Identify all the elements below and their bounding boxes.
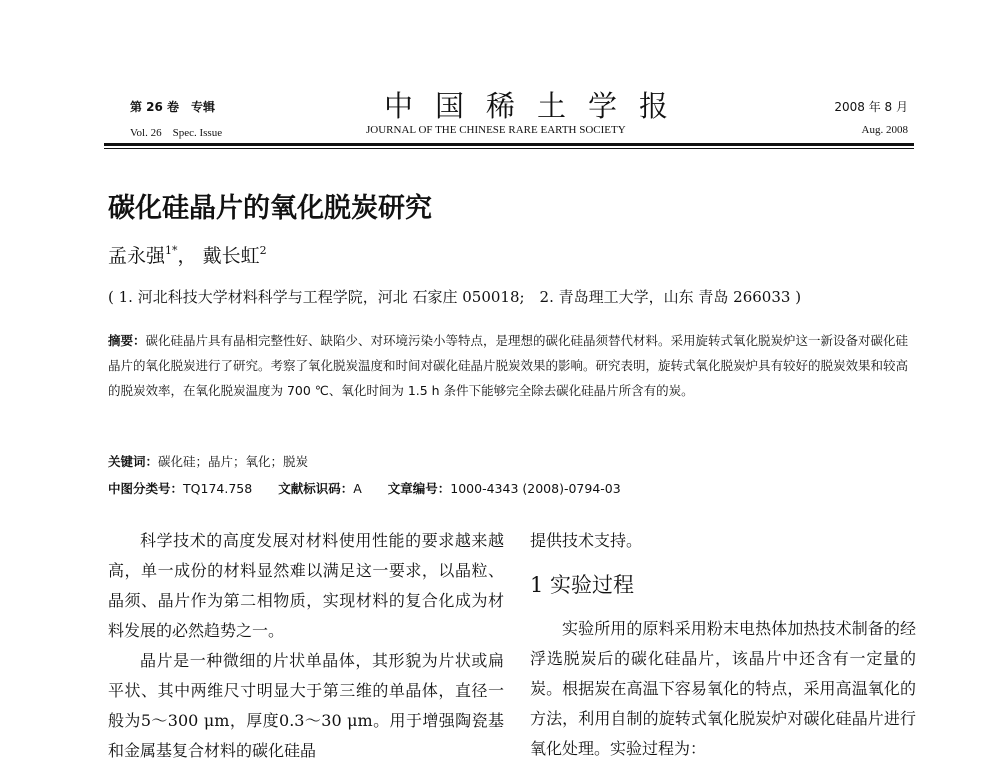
classification-line <box>108 479 621 497</box>
abstract-label: 摘要： <box>108 333 146 348</box>
clc-value: TQ174.758 <box>183 481 253 496</box>
clc-label: 中图分类号： <box>108 481 184 496</box>
header-date-en: Aug. 2008 <box>861 124 908 136</box>
doc-code-value: A <box>353 481 362 496</box>
doc-code-label: 文献标识码： <box>278 481 354 496</box>
article-title: 碳化硅晶片的氧化脱炭研究 <box>108 193 432 224</box>
header-date-cn: 2008 年 8 月 <box>834 100 908 114</box>
section-heading: 1 实验过程 <box>530 573 635 597</box>
keywords-label: 关键词： <box>108 454 159 469</box>
author-2: 戴长虹 <box>202 245 260 267</box>
author-separator: ， <box>177 245 197 267</box>
body-left-column <box>108 526 504 766</box>
journal-title-cn: 中国稀土学报 <box>384 89 691 123</box>
body-paragraph: 实验所用的原料采用粉末电热体加热技术制备的经浮选脱炭后的碳化硅晶片，该晶片中还含有一定量的炭。根据炭在高温下容易氧化的特点，采用高温氧化的方法，利用自制的旋转式氧化脱炭炉对碳化硅晶片进行氧化处理。实验过程为： <box>530 619 916 758</box>
body-right-column <box>530 526 916 764</box>
body-paragraph: 晶片是一种微细的片状单晶体，其形貌为片状或扁平状、其中两维尺寸明显大于第三维的单晶体，直径一般为5～300 μm，厚度0.3～30 μm。用于增强陶瓷基和金属基复合材料的碳化硅晶 <box>108 651 504 760</box>
author-1-affil-mark: 1* <box>165 244 178 257</box>
body-paragraph-continued: 提供技术支持。 <box>530 531 643 550</box>
affiliations: ( 1. 河北科技大学材料科学与工程学院，河北 石家庄 050018; 2. 青岛理工大学，山东 青岛 266033 ) <box>108 288 802 306</box>
journal-title-en: JOURNAL OF THE CHINESE RARE EARTH SOCIETY <box>366 124 626 136</box>
header-rule-thick <box>104 143 914 146</box>
author-1: 孟永强 <box>108 245 166 267</box>
header-volume-cn: 第 26 卷 专辑 <box>130 100 216 114</box>
body-paragraph: 科学技术的高度发展对材料使用性能的要求越来越高，单一成份的材料显然难以满足这一要求，以晶粒、晶须、晶片作为第二相物质，实现材料的复合化成为材料发展的必然趋势之一。 <box>108 531 504 640</box>
keywords <box>108 452 308 470</box>
article-no-label: 文章编号： <box>387 481 451 496</box>
author-2-affil-mark: 2 <box>259 244 267 257</box>
article-no-value: 1000-4343 (2008)-0794-03 <box>450 481 621 496</box>
header-rule-thin <box>104 148 914 149</box>
author-line <box>108 241 267 268</box>
abstract-text: 碳化硅晶片具有晶相完整性好、缺陷少、对环境污染小等特点，是理想的碳化硅晶须替代材料。采用旋转式氧化脱炭炉这一新设备对碳化硅晶片的氧化脱炭进行了研究。考察了氧化脱炭温度和时间对碳化硅晶片脱炭效果的影响。研究表明，旋转式氧化脱炭炉具有较好的脱炭效果和较高的脱炭效率，在氧化脱炭温度为 700 ℃、氧化时间为 1.5 h 条件下能够完全除去碳化硅晶片所含有的炭。 <box>108 333 909 398</box>
header-volume-en: Vol. 26 Spec. Issue <box>130 127 223 139</box>
abstract <box>108 328 916 403</box>
keywords-text: 碳化硅；晶片；氧化；脱炭 <box>158 454 309 469</box>
